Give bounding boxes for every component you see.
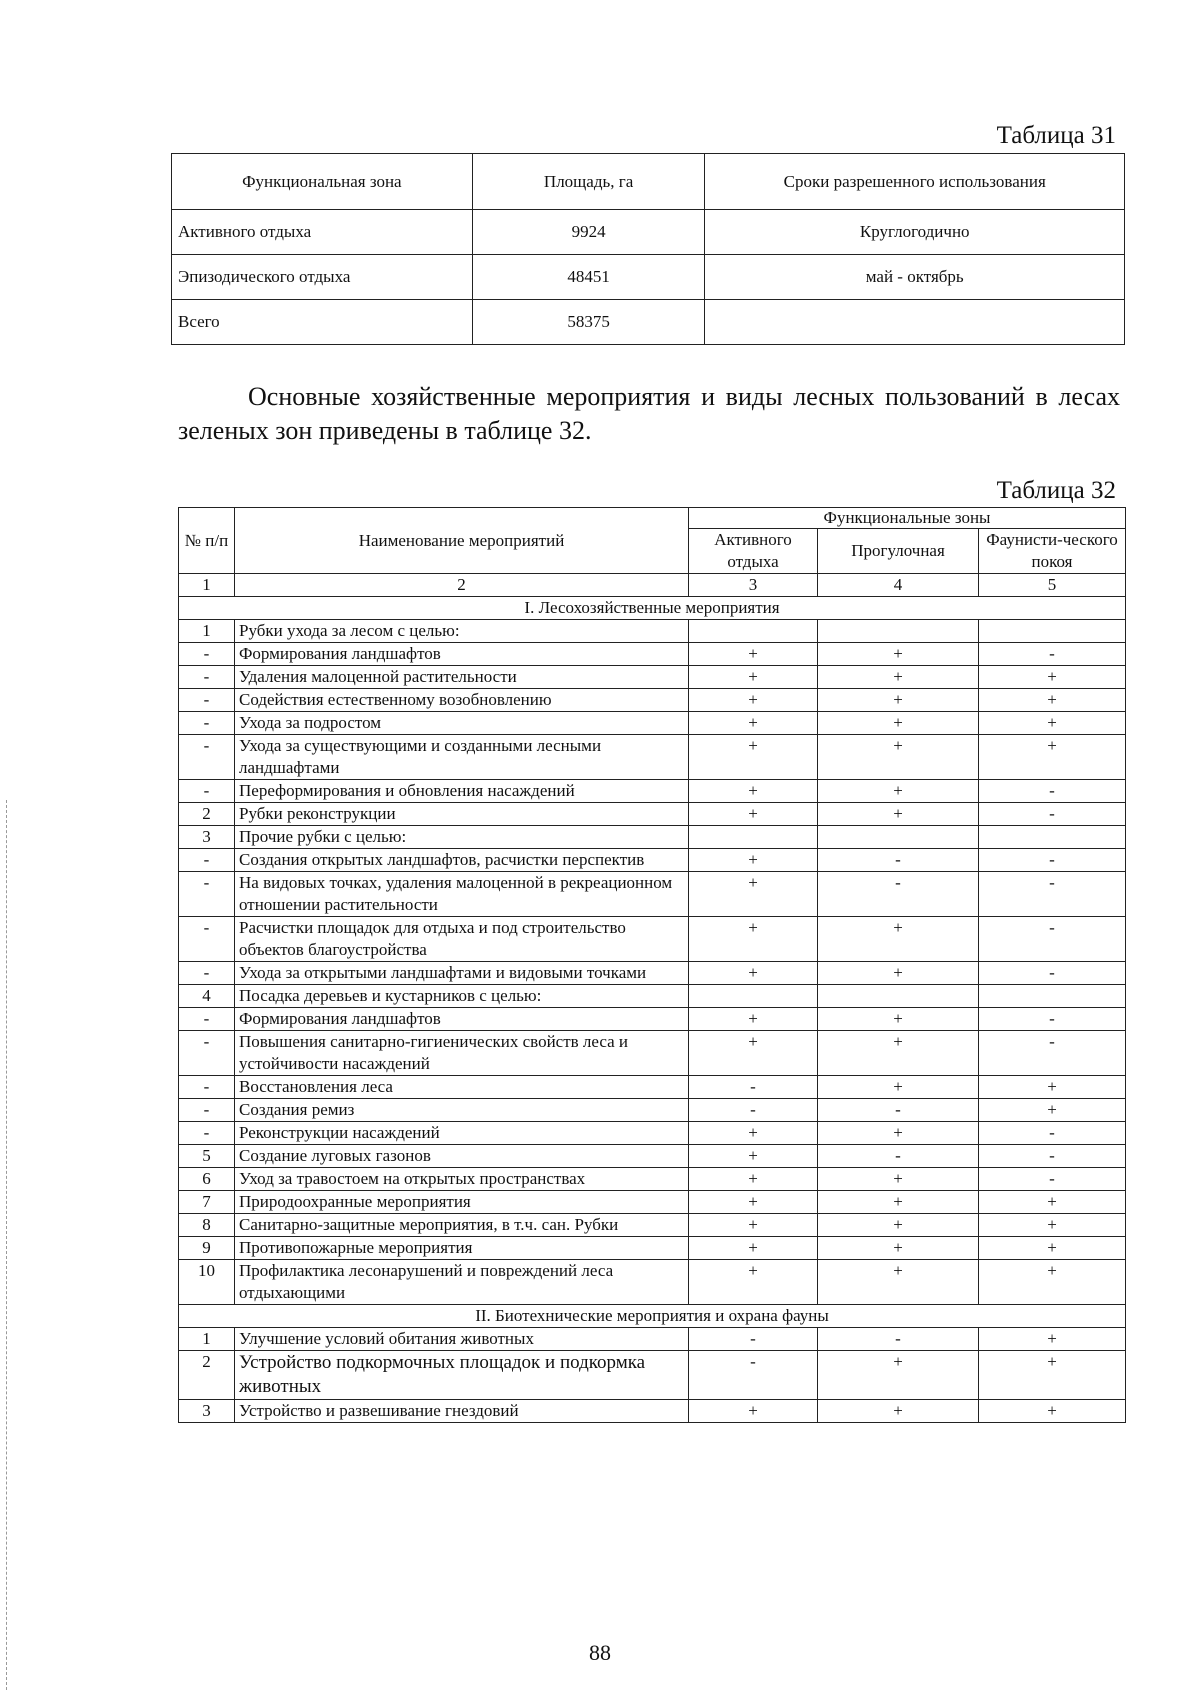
zone-mark: + <box>818 1191 979 1214</box>
zone-mark: - <box>979 780 1126 803</box>
body-paragraph: Основные хозяйственные мероприятия и виды лесных пользований в лесах зеленых зон приведены в таблице 32. <box>178 382 1120 445</box>
activity-name: Переформирования и обновления насаждений <box>235 780 689 803</box>
zone-mark: + <box>818 1076 979 1099</box>
activity-name: Прочие рубки с целью: <box>235 826 689 849</box>
zone-mark: + <box>818 962 979 985</box>
activity-name: Ухода за подростом <box>235 712 689 735</box>
section-title: I. Лесохозяйственные мероприятия <box>179 597 1126 620</box>
zone-mark <box>818 620 979 643</box>
table31-cell: 48451 <box>472 255 705 300</box>
page-number: 88 <box>589 1640 611 1665</box>
table-row <box>179 689 1126 712</box>
row-number: 3 <box>179 1400 235 1423</box>
row-number: - <box>179 689 235 712</box>
zone-mark: + <box>689 780 818 803</box>
table-row <box>179 1031 1126 1076</box>
zone-mark: + <box>979 1400 1126 1423</box>
row-number: 1 <box>179 620 235 643</box>
zone-mark: + <box>689 917 818 962</box>
zone-mark <box>689 826 818 849</box>
zone-mark: + <box>689 872 818 917</box>
row-number: 9 <box>179 1237 235 1260</box>
table31-cell <box>705 300 1125 345</box>
zone-mark: - <box>979 917 1126 962</box>
zone-mark: - <box>689 1076 818 1099</box>
zone-mark: + <box>818 712 979 735</box>
row-number: - <box>179 735 235 780</box>
zone-mark: + <box>818 1214 979 1237</box>
table-row <box>179 1145 1126 1168</box>
row-number: 1 <box>179 1328 235 1351</box>
row-number: 2 <box>179 803 235 826</box>
section-title: II. Биотехнические мероприятия и охрана фауны <box>179 1305 1126 1328</box>
row-number: - <box>179 1008 235 1031</box>
zone-mark: - <box>979 849 1126 872</box>
row-number: 10 <box>179 1260 235 1305</box>
row-number: - <box>179 872 235 917</box>
table-row <box>179 620 1126 643</box>
activity-name: Формирования ландшафтов <box>235 643 689 666</box>
zone-mark: + <box>689 1168 818 1191</box>
activity-name: Реконструкции насаждений <box>235 1122 689 1145</box>
table-row <box>179 1260 1126 1305</box>
zone-mark: - <box>818 1099 979 1122</box>
table-32 <box>178 507 1126 1423</box>
zone-mark: + <box>689 712 818 735</box>
zone-mark: + <box>818 1400 979 1423</box>
table32-caption: Таблица 32 <box>996 477 1116 504</box>
activity-name: Улучшение условий обитания животных <box>235 1328 689 1351</box>
zone-mark <box>979 826 1126 849</box>
row-number: - <box>179 1031 235 1076</box>
table-row <box>179 1076 1126 1099</box>
table-row <box>179 1099 1126 1122</box>
zone-mark: - <box>818 872 979 917</box>
table-row <box>179 826 1126 849</box>
row-number: 7 <box>179 1191 235 1214</box>
table31-cell: Активного отдыха <box>172 210 473 255</box>
table32-colnum: 1 <box>179 574 235 597</box>
section-row <box>179 597 1126 620</box>
zone-mark: + <box>818 1168 979 1191</box>
table32-header-zone-fauna: Фаунисти-ческого покоя <box>979 529 1126 574</box>
row-number: 5 <box>179 1145 235 1168</box>
zone-mark: + <box>689 1145 818 1168</box>
row-number: - <box>179 666 235 689</box>
zone-mark: + <box>818 780 979 803</box>
table-row <box>179 643 1126 666</box>
activity-name: Санитарно-защитные мероприятия, в т.ч. сан. Рубки <box>235 1214 689 1237</box>
zone-mark: + <box>818 803 979 826</box>
table-row <box>179 1237 1126 1260</box>
zone-mark: + <box>979 1214 1126 1237</box>
row-number: - <box>179 1122 235 1145</box>
table32-header-zones: Функциональные зоны <box>689 508 1126 529</box>
zone-mark: - <box>979 872 1126 917</box>
activity-name: Ухода за открытыми ландшафтами и видовыми точками <box>235 962 689 985</box>
zone-mark: + <box>689 1400 818 1423</box>
zone-mark: + <box>818 1260 979 1305</box>
zone-mark: + <box>979 1260 1126 1305</box>
zone-mark: + <box>689 1260 818 1305</box>
scan-margin-line <box>6 800 7 1690</box>
zone-mark: - <box>979 1145 1126 1168</box>
zone-mark: + <box>979 666 1126 689</box>
row-number: 3 <box>179 826 235 849</box>
table31-cell: 58375 <box>472 300 705 345</box>
zone-mark: + <box>979 1351 1126 1400</box>
activity-name: Устройство и развешивание гнездовий <box>235 1400 689 1423</box>
zone-mark: - <box>979 962 1126 985</box>
zone-mark <box>818 985 979 1008</box>
zone-mark: + <box>818 1122 979 1145</box>
table-31 <box>171 153 1125 345</box>
activity-name: Природоохранные мероприятия <box>235 1191 689 1214</box>
table-row <box>179 712 1126 735</box>
table32-colnum: 4 <box>818 574 979 597</box>
activity-name: Устройство подкормочных площадок и подкормка животных <box>235 1351 689 1400</box>
zone-mark: - <box>689 1351 818 1400</box>
zone-mark: + <box>979 735 1126 780</box>
zone-mark: - <box>818 849 979 872</box>
zone-mark <box>979 620 1126 643</box>
table31-header-zone: Функциональная зона <box>172 154 473 210</box>
row-number: - <box>179 1099 235 1122</box>
activity-name: Формирования ландшафтов <box>235 1008 689 1031</box>
table32-colnum: 3 <box>689 574 818 597</box>
zone-mark: + <box>818 735 979 780</box>
zone-mark: + <box>818 666 979 689</box>
zone-mark: + <box>979 712 1126 735</box>
table-row <box>179 1191 1126 1214</box>
row-number: - <box>179 780 235 803</box>
activity-name: Удаления малоценной растительности <box>235 666 689 689</box>
activity-name: Создание луговых газонов <box>235 1145 689 1168</box>
zone-mark: + <box>818 1008 979 1031</box>
table-row <box>179 1351 1126 1400</box>
activity-name: Противопожарные мероприятия <box>235 1237 689 1260</box>
activity-name: Ухода за существующими и созданными лесными ландшафтами <box>235 735 689 780</box>
activity-name: Профилактика лесонарушений и повреждений леса отдыхающими <box>235 1260 689 1305</box>
activity-name: Восстановления леса <box>235 1076 689 1099</box>
zone-mark: - <box>979 1008 1126 1031</box>
row-number: - <box>179 712 235 735</box>
zone-mark: + <box>689 735 818 780</box>
activity-name: Посадка деревьев и кустарников с целью: <box>235 985 689 1008</box>
zone-mark: + <box>689 1191 818 1214</box>
table31-cell: Всего <box>172 300 473 345</box>
activity-name: Содействия естественному возобновлению <box>235 689 689 712</box>
zone-mark <box>979 985 1126 1008</box>
table31-cell: Круглогодично <box>705 210 1125 255</box>
zone-mark: - <box>689 1099 818 1122</box>
zone-mark: + <box>689 1214 818 1237</box>
zone-mark: - <box>818 1145 979 1168</box>
row-number: - <box>179 643 235 666</box>
activity-name: Расчистки площадок для отдыха и под строительство объектов благоустройства <box>235 917 689 962</box>
table32-body <box>179 597 1126 1423</box>
activity-name: На видовых точках, удаления малоценной в рекреационном отношении растительности <box>235 872 689 917</box>
zone-mark <box>689 985 818 1008</box>
zone-mark: + <box>979 1191 1126 1214</box>
zone-mark: + <box>689 803 818 826</box>
zone-mark: + <box>689 849 818 872</box>
table31-header-row <box>172 154 1125 210</box>
table31-caption: Таблица 31 <box>996 122 1116 149</box>
table31-header-terms: Сроки разрешенного использования <box>705 154 1125 210</box>
table-row <box>179 735 1126 780</box>
zone-mark: - <box>979 643 1126 666</box>
zone-mark <box>818 826 979 849</box>
table-row <box>179 1328 1126 1351</box>
table-row <box>172 300 1125 345</box>
zone-mark: - <box>818 1328 979 1351</box>
zone-mark: + <box>818 643 979 666</box>
zone-mark: - <box>979 1031 1126 1076</box>
row-number: - <box>179 849 235 872</box>
zone-mark <box>689 620 818 643</box>
table32-header-name: Наименование мероприятий <box>235 508 689 574</box>
row-number: 2 <box>179 1351 235 1400</box>
activity-name: Создания открытых ландшафтов, расчистки перспектив <box>235 849 689 872</box>
table32-header <box>179 508 1126 597</box>
table32-header-num: № п/п <box>179 508 235 574</box>
zone-mark: + <box>818 1237 979 1260</box>
table-row <box>179 1400 1126 1423</box>
zone-mark: + <box>818 917 979 962</box>
table-row <box>179 962 1126 985</box>
table31-cell: май - октябрь <box>705 255 1125 300</box>
table-row <box>179 1214 1126 1237</box>
zone-mark: + <box>689 1008 818 1031</box>
zone-mark: + <box>689 1031 818 1076</box>
table32-header-zone-walk: Прогулочная <box>818 529 979 574</box>
zone-mark: + <box>689 689 818 712</box>
zone-mark: - <box>689 1328 818 1351</box>
zone-mark: + <box>689 962 818 985</box>
zone-mark: - <box>979 1168 1126 1191</box>
activity-name: Рубки реконструкции <box>235 803 689 826</box>
row-number: - <box>179 1076 235 1099</box>
table32-colnum: 5 <box>979 574 1126 597</box>
zone-mark: + <box>979 1076 1126 1099</box>
zone-mark: + <box>689 1237 818 1260</box>
zone-mark: + <box>979 1099 1126 1122</box>
table31-cell: Эпизодического отдыха <box>172 255 473 300</box>
table31-cell: 9924 <box>472 210 705 255</box>
zone-mark: + <box>979 689 1126 712</box>
zone-mark: - <box>979 803 1126 826</box>
table-row <box>179 780 1126 803</box>
zone-mark: + <box>689 666 818 689</box>
activity-name: Уход за травостоем на открытых пространствах <box>235 1168 689 1191</box>
row-number: 4 <box>179 985 235 1008</box>
table-row <box>179 803 1126 826</box>
table-row <box>179 985 1126 1008</box>
zone-mark: + <box>818 1351 979 1400</box>
table-row <box>179 872 1126 917</box>
section-row <box>179 1305 1126 1328</box>
zone-mark: + <box>818 1031 979 1076</box>
table-row <box>172 210 1125 255</box>
table-row <box>179 849 1126 872</box>
row-number: - <box>179 962 235 985</box>
activity-name: Рубки ухода за лесом с целью: <box>235 620 689 643</box>
table-row <box>179 1008 1126 1031</box>
zone-mark: + <box>979 1328 1126 1351</box>
row-number: - <box>179 917 235 962</box>
activity-name: Повышения санитарно-гигиенических свойств леса и устойчивости насаждений <box>235 1031 689 1076</box>
zone-mark: - <box>979 1122 1126 1145</box>
table32-colnum: 2 <box>235 574 689 597</box>
zone-mark: + <box>818 689 979 712</box>
table-row <box>179 1122 1126 1145</box>
zone-mark: + <box>979 1237 1126 1260</box>
zone-mark: + <box>689 643 818 666</box>
table-row <box>179 1168 1126 1191</box>
table31-header-area: Площадь, га <box>472 154 705 210</box>
row-number: 6 <box>179 1168 235 1191</box>
zone-mark: + <box>689 1122 818 1145</box>
table32-header-zone-active: Активного отдыха <box>689 529 818 574</box>
table-row <box>179 917 1126 962</box>
activity-name: Создания ремиз <box>235 1099 689 1122</box>
row-number: 8 <box>179 1214 235 1237</box>
table-row <box>172 255 1125 300</box>
table-row <box>179 666 1126 689</box>
